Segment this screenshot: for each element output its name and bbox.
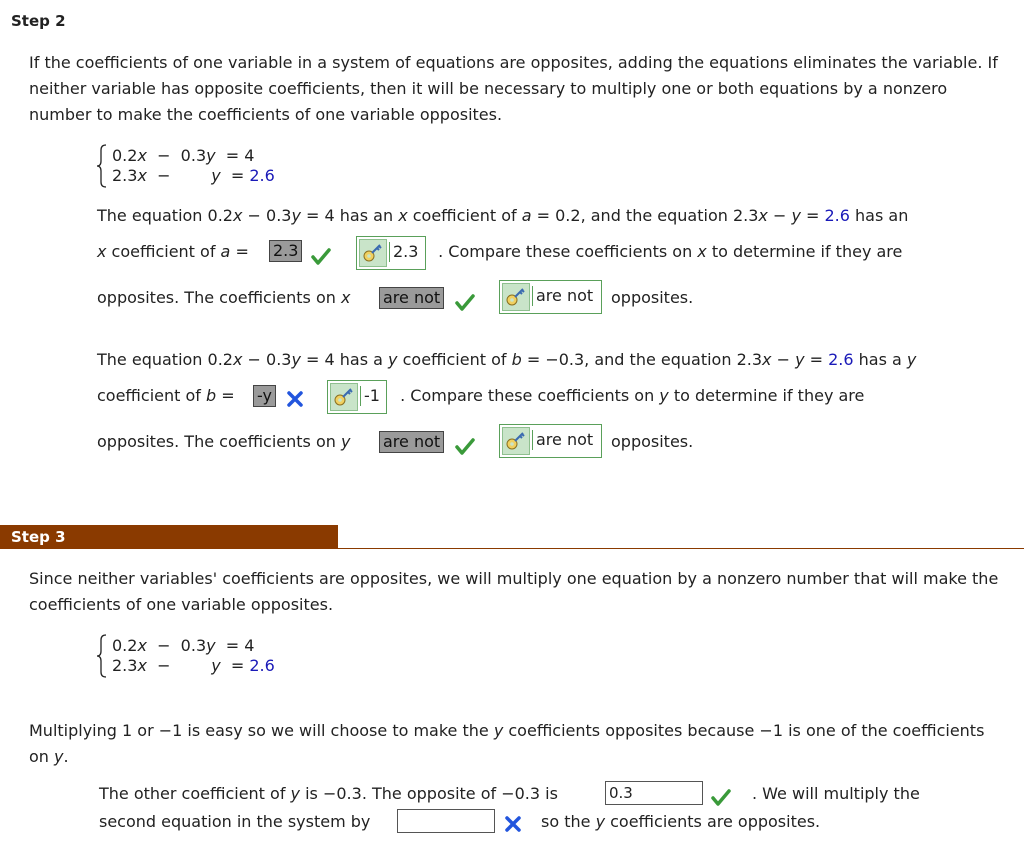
answer-key-box	[327, 380, 387, 414]
multiply-explanation: Multiplying 1 or −1 is easy so we will choose to make the y coefficients opposites because −1 is one of the coefficients on y.	[29, 721, 985, 766]
answer-value: 2.3	[389, 242, 418, 262]
check-icon	[455, 292, 475, 312]
opposites-x-text: opposites. The coefficients on x	[97, 288, 351, 307]
check-icon	[455, 436, 475, 456]
answer-key-box	[356, 236, 426, 270]
equation-2: 2.3x − y = 2.6	[112, 656, 275, 675]
given-answer-box: 2.3	[269, 240, 302, 262]
check-icon	[711, 787, 731, 807]
brace-icon	[96, 144, 108, 188]
answer-value: are not	[532, 430, 593, 450]
x-coefficient-line: x coefficient of a =	[97, 242, 249, 261]
compare-y-text: . Compare these coefficients on y to determine if they are	[400, 386, 865, 405]
answer-key-box	[499, 424, 602, 458]
x-coefficient-sentence: The equation 0.2x − 0.3y = 4 has an x coefficient of a = 0.2, and the equation 2.3x − y = 2.6 has an	[97, 206, 909, 225]
y-coefficient-line: coefficient of b =	[97, 386, 235, 405]
opposites-end-text: opposites.	[611, 288, 694, 307]
answer-value: are not	[532, 286, 593, 306]
y-coefficient-sentence: The equation 0.2x − 0.3y = 4 has a y coefficient of b = −0.3, and the equation 2.3x − y = 2.6 has a y	[97, 350, 917, 369]
equation-1: 0.2x − 0.3y = 4	[112, 146, 255, 165]
key-button[interactable]	[502, 283, 530, 311]
step-3-divider	[338, 548, 1024, 549]
second-equation-text: second equation in the system by	[99, 812, 371, 831]
opposite-value-input[interactable]: 0.3	[605, 781, 703, 805]
equation-system-1	[96, 144, 326, 190]
key-button[interactable]	[330, 383, 358, 411]
step-3-header: Step 3	[0, 525, 338, 549]
multiply-text: . We will multiply the	[752, 784, 920, 803]
step-3-intro: Since neither variables' coefficients are opposites, we will multiply one equation by a nonzero number that will make the coefficients of one variable opposites.	[29, 569, 999, 614]
key-button[interactable]	[359, 239, 387, 267]
key-icon	[331, 384, 355, 408]
answer-value: -1	[360, 386, 380, 406]
cross-icon	[503, 814, 523, 834]
step-2-header: Step 2	[11, 12, 66, 30]
given-answer-box: are not	[379, 287, 444, 309]
multiplier-input[interactable]	[397, 809, 495, 833]
check-icon	[311, 246, 331, 266]
equation-system-2	[96, 634, 326, 680]
opposites-y-text: opposites. The coefficients on y	[97, 432, 351, 451]
given-answer-box: -y	[253, 385, 276, 407]
opposites-end-text: opposites.	[611, 432, 694, 451]
key-icon	[360, 240, 384, 264]
key-button[interactable]	[502, 427, 530, 455]
equation-2: 2.3x − y = 2.6	[112, 166, 275, 185]
brace-icon	[96, 634, 108, 678]
opposite-value-text: The other coefficient of y is −0.3. The opposite of −0.3 is	[99, 784, 558, 803]
step-2-intro: If the coefficients of one variable in a system of equations are opposites, adding the equations eliminates the variable. If neither variable has opposite coefficients, then it will be necessary to multiply one or both equations by a nonzero number to make the coefficients of one variable opposites.	[29, 53, 998, 124]
cross-icon	[285, 389, 305, 409]
answer-key-box	[499, 280, 602, 314]
key-icon	[503, 284, 527, 308]
compare-x-text: . Compare these coefficients on x to determine if they are	[438, 242, 903, 261]
equation-1: 0.2x − 0.3y = 4	[112, 636, 255, 655]
coefficients-opposites-text: so the y coefficients are opposites.	[541, 812, 821, 831]
given-answer-box: are not	[379, 431, 444, 453]
key-icon	[503, 428, 527, 452]
